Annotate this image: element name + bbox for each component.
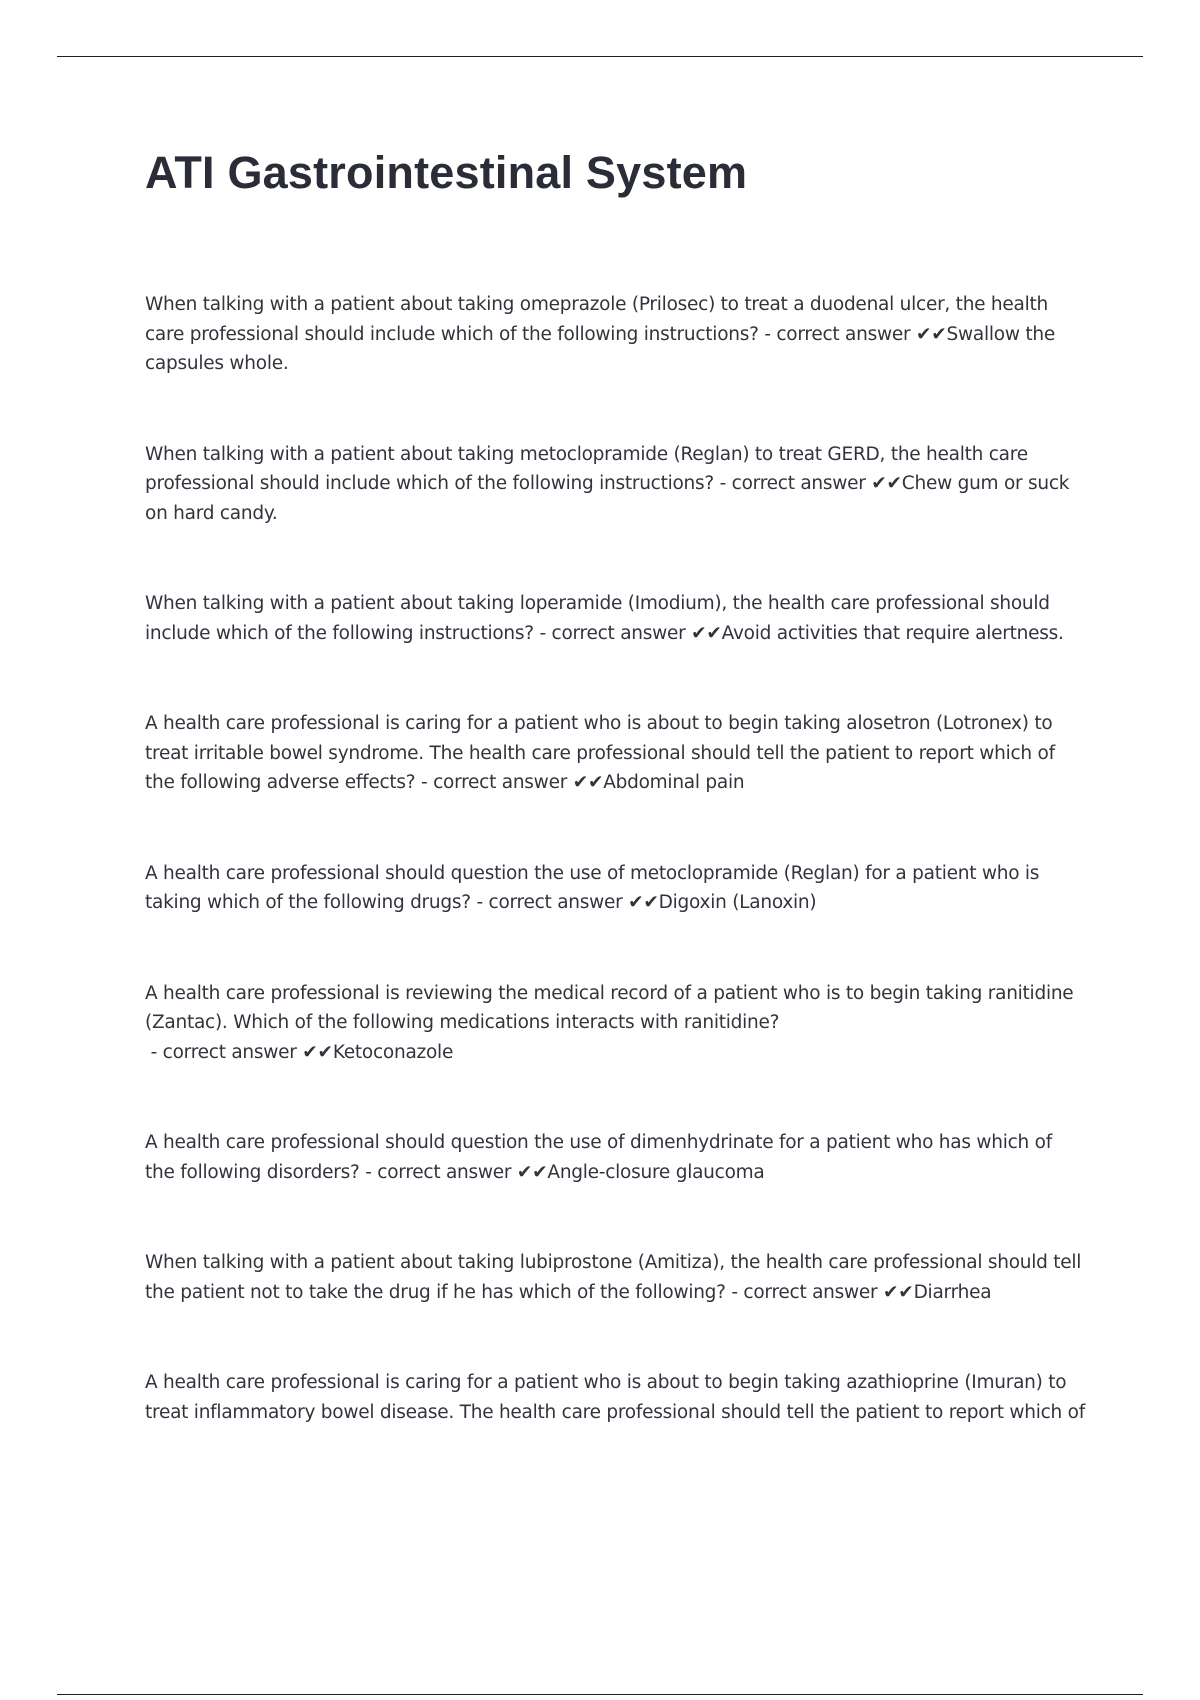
- question-text: A health care professional is reviewing the medical record of a patient who is to begin taking ranitidine (Zantac). Which of the following medications interacts with ranitidine?: [145, 982, 1074, 1033]
- qa-item: [145, 979, 1085, 1068]
- checkmark-icon: ✔✔: [572, 772, 604, 793]
- checkmark-icon: ✔✔: [691, 622, 722, 644]
- qa-item: [145, 1128, 1085, 1187]
- qa-item: [145, 859, 1085, 918]
- checkmark-icon: ✔✔: [302, 1041, 333, 1063]
- document-title: ATI Gastrointestinal System: [145, 147, 748, 198]
- question-text: A health care professional is caring for a patient who is about to begin taking alosetron (Lotronex) to treat irritable bowel syndrome. The health care professional should tell the patient to report which of the following adverse effects?: [145, 713, 1055, 793]
- answer-separator: - correct answer: [533, 622, 692, 644]
- answer-separator: - correct answer: [713, 473, 872, 494]
- question-answer-list: [145, 290, 1085, 1488]
- checkmark-icon: ✔✔: [883, 1281, 914, 1303]
- qa-item-partial: [145, 1368, 1085, 1427]
- qa-item: [145, 1248, 1085, 1307]
- answer-separator: - correct answer: [145, 1041, 303, 1063]
- qa-item: [145, 440, 1085, 529]
- qa-item: [145, 290, 1085, 379]
- answer-separator: - correct answer: [758, 323, 916, 345]
- question-text: When talking with a patient about taking lubiprostone (Amitiza), the health care professional should tell the patient not to take the drug if he has which of the following?: [145, 1252, 1082, 1303]
- question-text: A health care professional is caring for a patient who is about to begin taking azathioprine (Imuran) to treat inflammatory bowel disease. The health care professional should tell the patient to report which of: [145, 1372, 1085, 1423]
- answer-text: Diarrhea: [913, 1281, 992, 1303]
- qa-item: [145, 589, 1085, 648]
- answer-text: Abdominal pain: [603, 772, 745, 793]
- answer-separator: - correct answer: [359, 1161, 517, 1183]
- header-divider: [57, 56, 1143, 57]
- answer-text: Ketoconazole: [332, 1041, 454, 1063]
- answer-text: Chew gum or suck on hard candy.: [145, 473, 1070, 524]
- question-text: When talking with a patient about taking loperamide (Imodium), the health care professional should include which of the following instructions?: [145, 593, 1050, 644]
- question-text: A health care professional should question the use of metoclopramide (Reglan) for a patient who is taking which of the following drugs?: [145, 862, 1040, 913]
- checkmark-icon: ✔✔: [516, 1161, 548, 1183]
- answer-text: Digoxin (Lanoxin): [658, 892, 817, 913]
- question-text: A health care professional should question the use of dimenhydrinate for a patient who has which of the following disorders?: [145, 1132, 1052, 1183]
- answer-text: Swallow the capsules whole.: [145, 323, 1055, 374]
- checkmark-icon: ✔✔: [628, 892, 659, 913]
- answer-separator: - correct answer: [725, 1281, 884, 1303]
- question-text: When talking with a patient about taking omeprazole (Prilosec) to treat a duodenal ulcer, the health care professional should include which of the following instructions?: [145, 294, 1048, 345]
- answer-text: Angle-closure glaucoma: [547, 1161, 765, 1183]
- answer-text: Avoid activities that require alertness.: [721, 622, 1064, 644]
- answer-separator: - correct answer: [415, 772, 573, 793]
- footer-divider: [57, 1694, 1143, 1695]
- answer-separator: - correct answer: [470, 892, 629, 913]
- question-text: When talking with a patient about taking metoclopramide (Reglan) to treat GERD, the health care professional should include which of the following instructions?: [145, 443, 1028, 494]
- checkmark-icon: ✔✔: [871, 473, 902, 494]
- checkmark-icon: ✔✔: [916, 323, 947, 345]
- qa-item: [145, 709, 1085, 798]
